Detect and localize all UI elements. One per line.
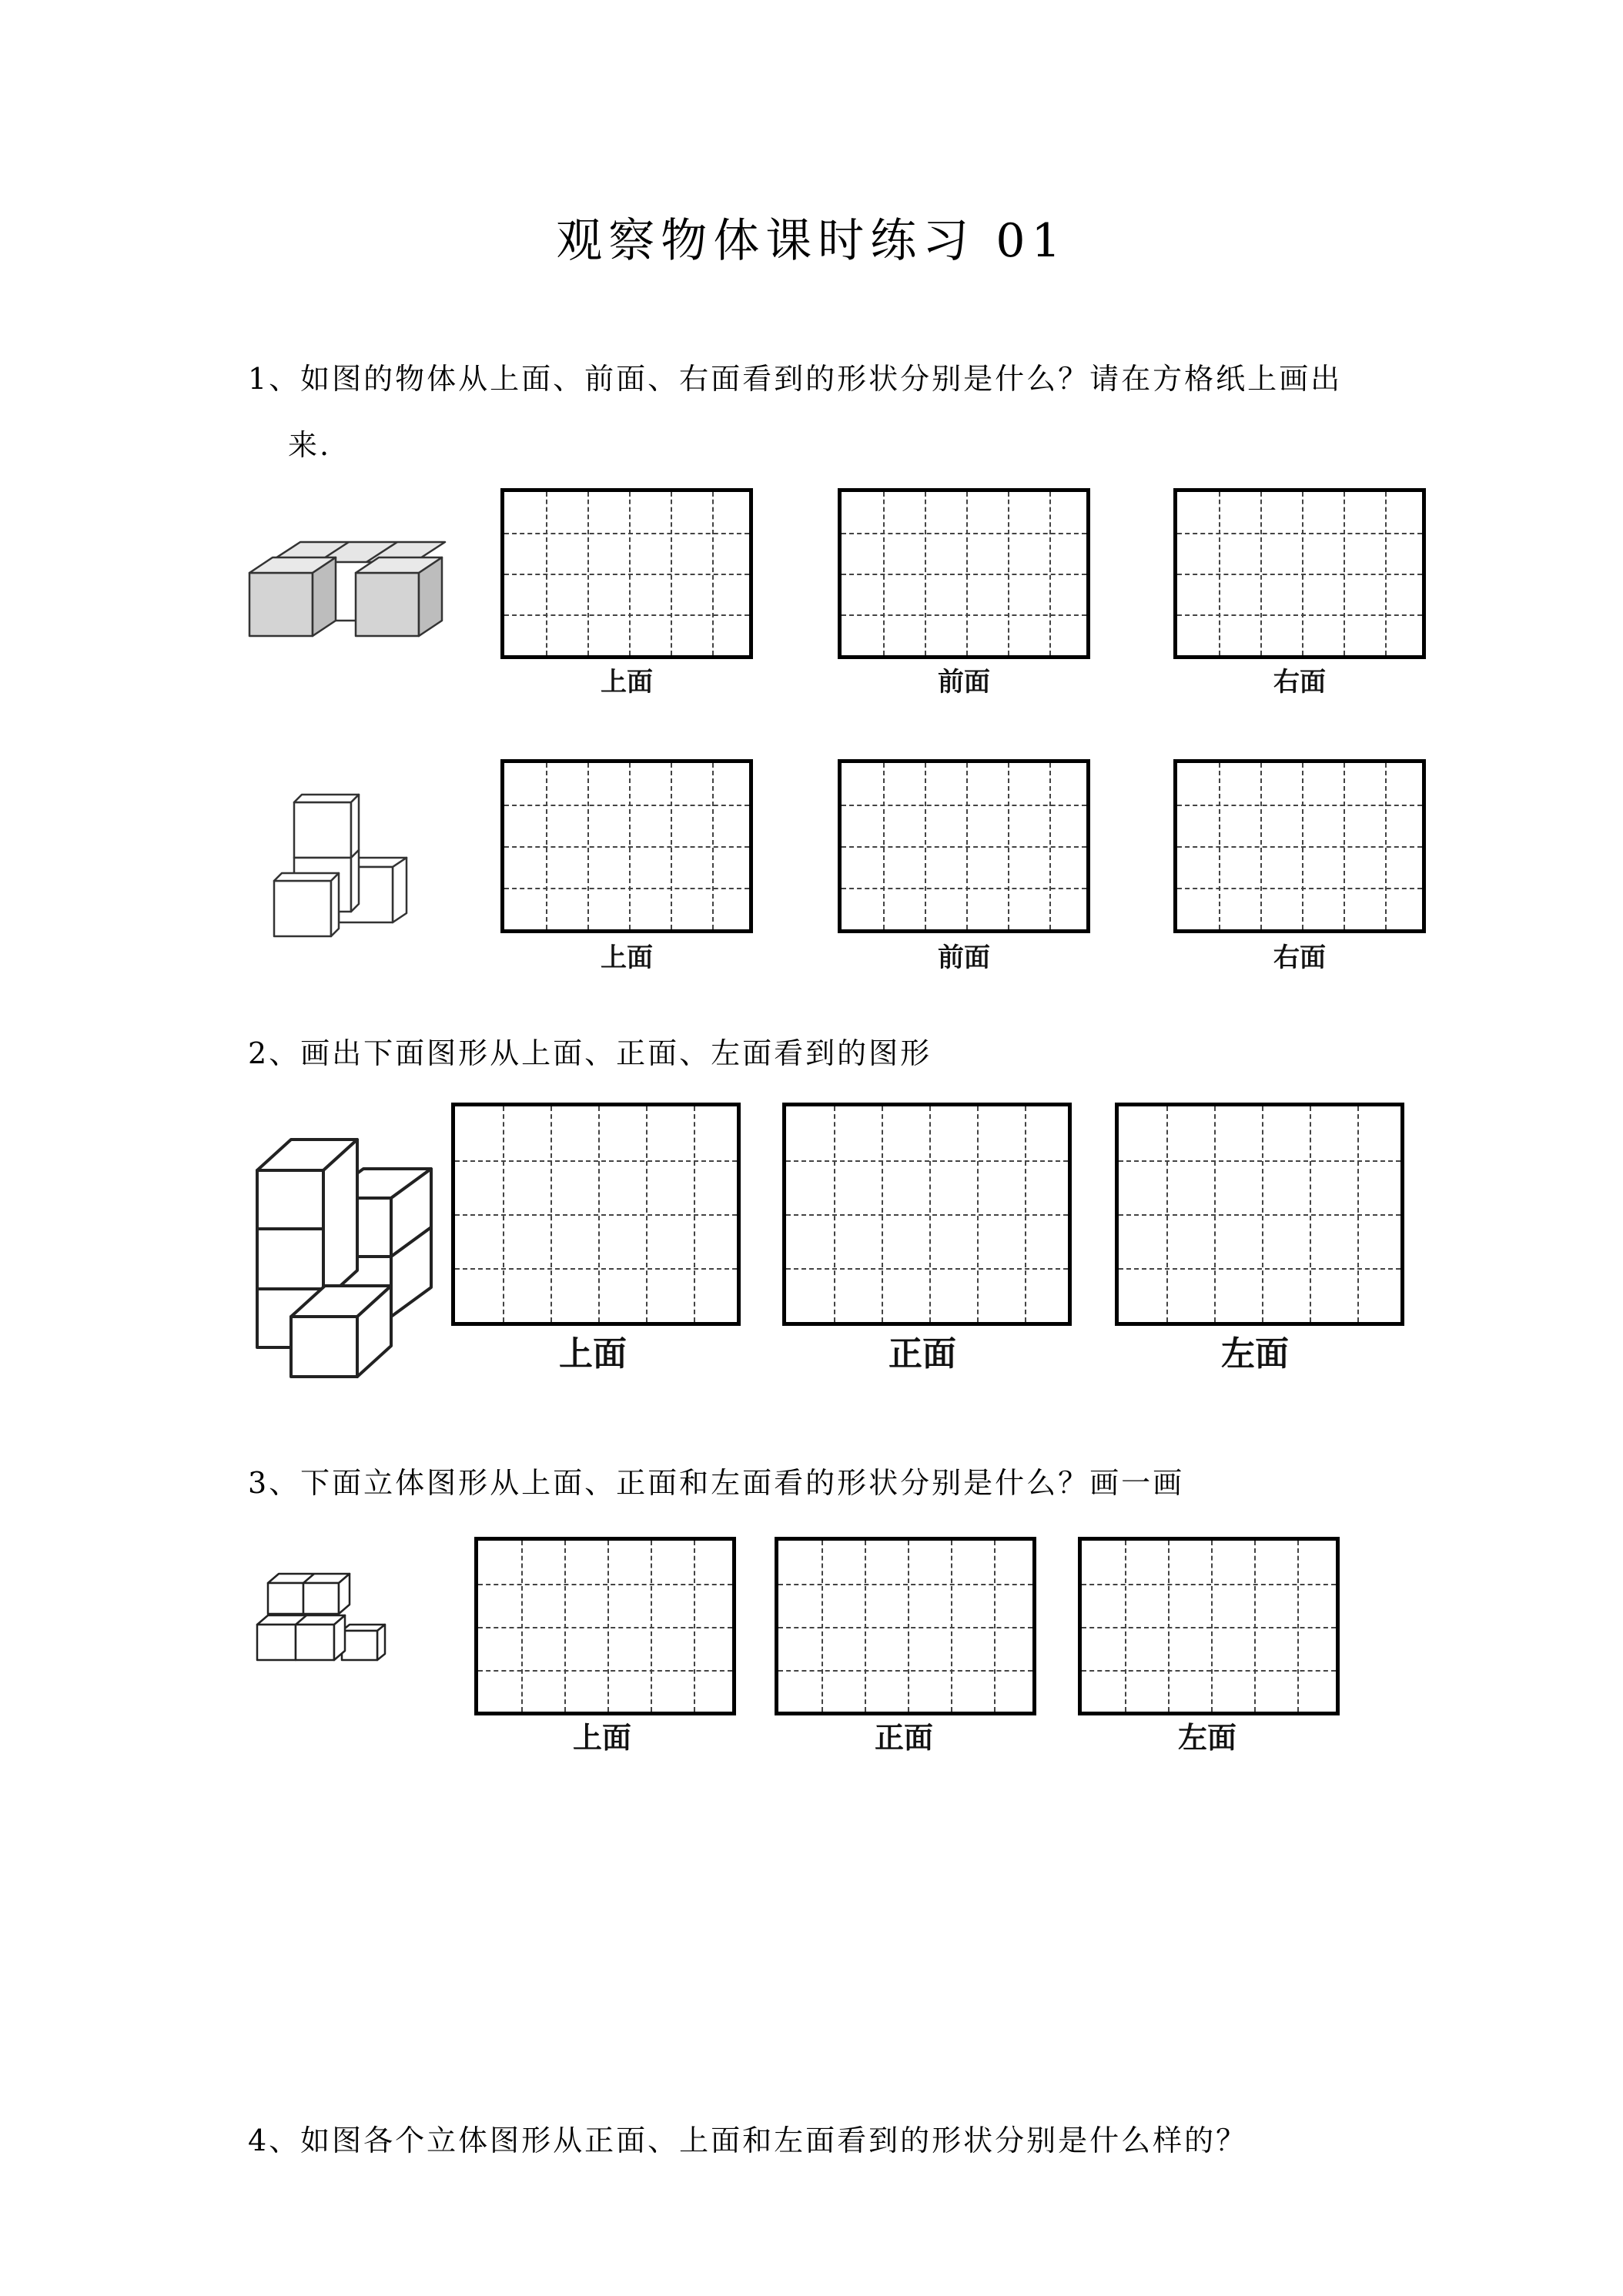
question-1-text-line-2: 来. [288, 428, 332, 462]
question-1-text-line-1: 1、如图的物体从上面、前面、右面看到的形状分别是什么？请在方格纸上画出 [248, 362, 1343, 396]
q3-grid-front[interactable] [775, 1537, 1036, 1715]
question-2-text: 2、画出下面图形从上面、正面、左面看到的图形 [248, 1036, 932, 1070]
question-4-text: 4、如图各个立体图形从正面、上面和左面看到的形状分别是什么样的？ [248, 2124, 1248, 2157]
q1-row2-label-front: 前面 [938, 942, 990, 973]
q1-row1-label-top: 上面 [601, 667, 653, 698]
q3-label-top: 上面 [572, 1721, 631, 1755]
q1-row2-label-top: 上面 [601, 942, 653, 973]
q3-grid-left[interactable] [1078, 1537, 1340, 1715]
q1-row2-label-right: 右面 [1273, 942, 1326, 973]
q3-figure-cubes [254, 1568, 393, 1668]
q1-row1-grid-right[interactable] [1173, 488, 1426, 659]
q1-figure-a-cubes [245, 539, 460, 654]
q3-label-left: 左面 [1177, 1721, 1236, 1755]
q2-label-top: 上面 [559, 1334, 627, 1374]
q2-label-front: 正面 [888, 1334, 956, 1374]
q1-row2-grid-top[interactable] [500, 759, 753, 933]
page-title: 观察物体课时练习 01 [556, 214, 1067, 268]
q1-row2-grid-front[interactable] [838, 759, 1090, 933]
q1-row2-grid-right[interactable] [1173, 759, 1426, 933]
q3-label-front: 正面 [874, 1721, 933, 1755]
q1-row1-grid-top[interactable] [500, 488, 753, 659]
q1-figure-b-cubes [269, 778, 416, 939]
q1-row1-grid-front[interactable] [838, 488, 1090, 659]
q2-grid-top[interactable] [451, 1103, 741, 1326]
q3-grid-top[interactable] [474, 1537, 736, 1715]
q1-row1-label-front: 前面 [938, 667, 990, 698]
q2-grid-front[interactable] [782, 1103, 1072, 1326]
q2-figure-cubes [253, 1132, 437, 1378]
q1-row1-label-right: 右面 [1273, 667, 1326, 698]
q2-grid-left[interactable] [1115, 1103, 1404, 1326]
question-3-text: 3、下面立体图形从上面、正面和左面看的形状分别是什么？画一画 [248, 1466, 1185, 1500]
q2-label-left: 左面 [1221, 1334, 1289, 1374]
